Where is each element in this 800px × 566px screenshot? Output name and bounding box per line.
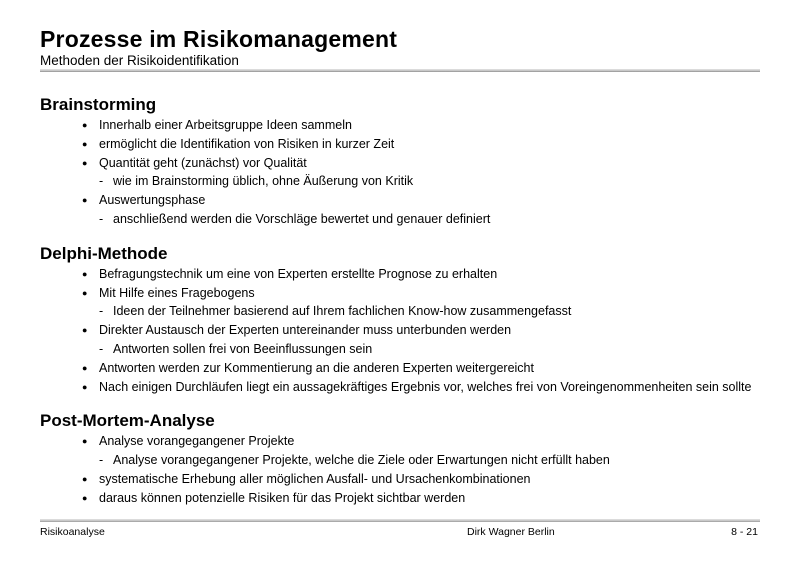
- footer-divider: [40, 519, 760, 522]
- list-item: [40, 284, 760, 303]
- dash-icon: -: [99, 174, 104, 189]
- bullet-icon: ●: [82, 120, 88, 130]
- list-item: [40, 154, 760, 173]
- list-item-text: Antworten sollen frei von Beeinflussungen sein: [113, 341, 373, 356]
- bullet-icon: ●: [82, 492, 88, 503]
- dash-icon: -: [99, 341, 104, 356]
- list-item-text: Direkter Austausch der Experten untereinander muss unterbunden werden: [99, 323, 512, 338]
- dash-icon: -: [99, 304, 104, 319]
- page-title: Prozesse im Risikomanagement: [40, 26, 398, 52]
- list-item: [40, 191, 760, 210]
- bullet-list: [40, 265, 760, 397]
- list-item: [40, 489, 760, 508]
- bullet-icon: ●: [82, 157, 88, 168]
- bullet-icon: ●: [82, 381, 88, 392]
- header-divider: [40, 69, 760, 72]
- bullet-list: [40, 432, 760, 507]
- bullet-icon: ●: [82, 436, 88, 447]
- list-item-text: anschließend werden die Vorschläge bewertet und genauer definiert: [113, 211, 491, 226]
- list-item: [40, 359, 760, 378]
- list-item: [40, 265, 760, 284]
- list-item-text: Quantität geht (zunächst) vor Qualität: [99, 155, 307, 170]
- bullet-icon: ●: [82, 138, 88, 149]
- bullet-icon: ●: [82, 473, 88, 484]
- bullet-icon: ●: [82, 195, 88, 206]
- footer-author: Dirk Wagner Berlin: [467, 526, 555, 538]
- bullet-icon: ●: [82, 325, 88, 336]
- footer-document-title: Risikoanalyse: [40, 526, 105, 538]
- section-brainstorming: [40, 95, 760, 229]
- list-item-text: Befragungstechnik um eine von Experten erstellte Prognose zu erhalten: [99, 266, 498, 281]
- list-item-text: daraus können potenzielle Risiken für das Projekt sichtbar werden: [99, 490, 466, 505]
- list-subitem: [40, 451, 760, 470]
- list-item-text: Innerhalb einer Arbeitsgruppe Ideen sammeln: [99, 118, 352, 132]
- list-item-text: Analyse vorangegangener Projekte: [99, 434, 295, 449]
- list-item-text: systematische Erhebung aller möglichen Ausfall- und Ursachenkombinationen: [99, 471, 531, 486]
- list-item-text: ermöglicht die Identifikation von Risiken in kurzer Zeit: [99, 136, 395, 151]
- bullet-icon: ●: [82, 287, 88, 298]
- list-item-text: Mit Hilfe eines Fragebogens: [99, 285, 255, 300]
- list-subitem: [40, 340, 760, 359]
- list-subitem: [40, 172, 760, 191]
- section-heading: Post-Mortem-Analyse: [40, 411, 215, 431]
- dash-icon: -: [99, 211, 104, 226]
- section-heading: Brainstorming: [40, 95, 157, 114]
- list-item-text: Analyse vorangegangener Projekte, welche die Ziele oder Erwartungen nicht erfüllt haben: [113, 453, 610, 468]
- dash-icon: -: [99, 453, 104, 468]
- list-item: [40, 116, 760, 135]
- slide-content: [40, 0, 760, 508]
- list-item: [40, 321, 760, 340]
- bullet-icon: ●: [82, 268, 88, 279]
- list-item-text: Auswertungsphase: [99, 193, 206, 208]
- section-delphi-methode: [40, 244, 760, 397]
- list-item: [40, 432, 760, 451]
- section-heading: Delphi-Methode: [40, 243, 168, 263]
- footer: [40, 526, 760, 540]
- bullet-icon: ●: [82, 362, 88, 373]
- section-post-mortem-analyse: [40, 411, 760, 507]
- list-item: [40, 470, 760, 489]
- list-item-text: Nach einigen Durchläufen liegt ein aussagekräftiges Ergebnis vor, welches frei von Voreingenommenheiten sein sollte: [99, 379, 752, 394]
- list-item-text: Antworten werden zur Kommentierung an die anderen Experten weitergereicht: [99, 360, 534, 375]
- footer-page-number: 8 - 21: [731, 526, 758, 538]
- page-subtitle: Methoden der Risikoidentifikation: [40, 53, 239, 68]
- list-item: [40, 378, 760, 397]
- bullet-list: [40, 116, 760, 229]
- list-item-text: Ideen der Teilnehmer basierend auf Ihrem fachlichen Know-how zusammengefasst: [113, 304, 572, 319]
- list-subitem: [40, 302, 760, 321]
- list-subitem: [40, 210, 760, 229]
- list-item: [40, 135, 760, 154]
- list-item-text: wie im Brainstorming üblich, ohne Äußerung von Kritik: [113, 174, 414, 189]
